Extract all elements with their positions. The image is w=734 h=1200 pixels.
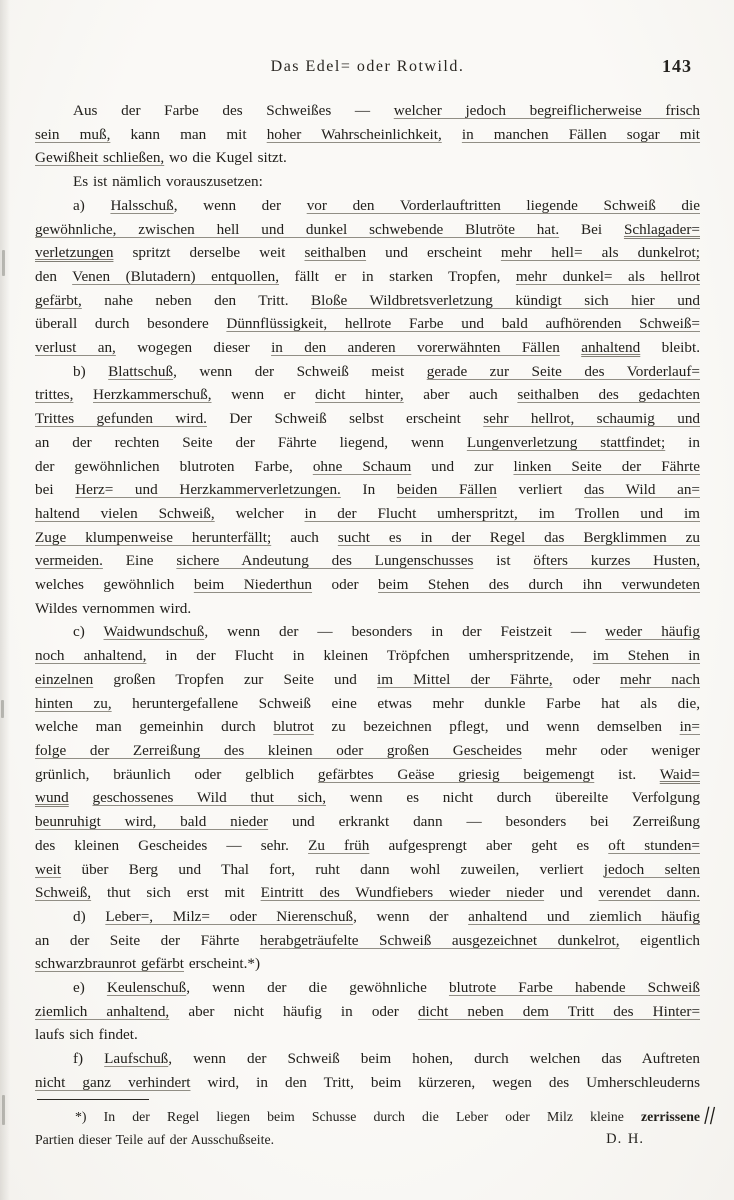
footnote-lines: [35, 1105, 700, 1151]
underlined-text: Dünnflüssigkeit, hellrote Farbe und bald aufhörenden Schweiß=: [226, 315, 700, 333]
text-segment: und: [544, 884, 599, 902]
underlined-text: verendet dann.: [598, 884, 700, 902]
underlined-text: öfters kurzes Husten,: [533, 552, 701, 570]
text-line: [35, 905, 700, 929]
text-line: [35, 478, 700, 502]
text-segment: welches gewöhnlich: [35, 576, 194, 594]
text-segment: wogegen dieser: [115, 339, 272, 357]
underlined-text: mehr dunkel= als hellrot: [515, 267, 700, 285]
text-segment: grünlich, bräunlich oder gelblich: [35, 765, 318, 783]
underlined-text: einzelnen: [35, 670, 94, 688]
text-segment: , wenn der — besonders in der Feistzeit —: [204, 623, 606, 641]
underlined-text: in=: [679, 718, 700, 736]
text-segment: Wildes vernommen wird.: [35, 599, 192, 617]
text-line: [35, 834, 700, 858]
underlined-text: beiden Fällen: [396, 481, 497, 499]
text-line: [35, 692, 700, 716]
text-segment: bleibt.: [640, 339, 701, 357]
text-line: [35, 1047, 700, 1071]
running-header-title: Das Edel= oder Rotwild.: [270, 58, 465, 75]
underlined-text: Bloße Wildbretsverletzung kündigt sich hier und: [311, 291, 700, 309]
underlined-text: oft stunden=: [608, 836, 700, 854]
text-segment: mehr oder weniger: [521, 741, 700, 759]
underlined-text: gefärbt,: [35, 291, 82, 309]
text-line: [35, 289, 700, 313]
text-line: [35, 194, 700, 218]
text-segment: großen Tropfen zur Seite und: [93, 670, 377, 688]
text-line: [35, 1105, 700, 1128]
underlined-text: sucht es in der Regel das Bergklimmen zu: [337, 528, 700, 546]
underlined-text: dicht hinter,: [315, 386, 404, 404]
text-line: [35, 1000, 700, 1024]
text-segment: thut sich erst mit: [91, 884, 261, 902]
underlined-text: weit: [35, 860, 62, 878]
underlined-text: im Stehen in: [592, 647, 701, 665]
underlined-text: in manchen Fällen sogar mit: [461, 125, 701, 143]
underlined-text: anhaltend und ziemlich häufig: [468, 907, 701, 925]
underlined-text: Herz= und Herzkammerverletzungen.: [75, 481, 341, 499]
text-segment: a): [73, 196, 111, 214]
text-segment: , wenn der: [173, 196, 307, 214]
underlined-text: beim Stehen des durch ihn verwundeten: [378, 576, 700, 594]
text-line: [35, 312, 700, 336]
bold-text: zerrissene: [641, 1109, 700, 1124]
text-segment: eigentlich: [619, 931, 700, 949]
double-underlined-text: wund: [35, 789, 69, 807]
underlined-text: beim Niederthun: [193, 576, 313, 594]
text-segment: und erscheint: [366, 244, 501, 262]
underlined-text: geschossenes Wild thut sich,: [92, 789, 326, 807]
text-segment: laufs sich findet.: [35, 1026, 138, 1044]
text-segment: aber nicht häufig in oder: [169, 1002, 418, 1020]
underlined-text: Herzkammerschuß,: [93, 386, 212, 404]
text-segment: verliert: [496, 481, 585, 499]
text-segment: aufgesprengt aber geht es: [369, 836, 609, 854]
scan-edge-artifact: [2, 1095, 5, 1125]
text-line: [35, 526, 700, 550]
text-segment: welcher: [214, 504, 305, 522]
text-segment: in der Flucht in kleinen Tröpfchen umherspritzende,: [146, 647, 593, 665]
text-line: [35, 383, 700, 407]
text-line: [35, 1071, 700, 1095]
underlined-text: hoher Wahrscheinlichkeit,: [266, 125, 442, 143]
text-segment: heruntergefallene Schweiß eine etwas mehr dunkle Farbe hat als die,: [111, 694, 701, 712]
double-underlined-text: verletzungen: [35, 244, 114, 262]
text-segment: wird, in den Tritt, beim kürzeren, wegen des Umherschleuderns: [190, 1073, 700, 1091]
text-line: [35, 146, 700, 170]
underlined-text: vermeiden.: [35, 552, 103, 570]
text-segment: auch: [271, 528, 338, 546]
footnote-divider: [37, 1099, 149, 1100]
text-segment: ist.: [594, 765, 660, 783]
text-line: [35, 170, 700, 194]
text-line: [35, 265, 700, 289]
footnote: [35, 1096, 719, 1151]
text-line: [35, 763, 700, 787]
underlined-text: Venen (Blutadern) entquollen,: [72, 267, 280, 285]
underlined-text: folge der Zerreißung des kleinen oder großen Gescheides: [35, 741, 522, 759]
text-line: [35, 218, 700, 242]
underlined-text: weder häufig: [605, 623, 700, 641]
text-line: [35, 976, 700, 1000]
underlined-text: noch anhaltend,: [35, 647, 147, 665]
text-segment: und zur: [411, 457, 514, 475]
underlined-text: welcher jedoch begreiflicherweise frisch: [393, 102, 700, 119]
text-segment: f): [73, 1050, 105, 1068]
text-segment: welche man gemeinhin durch: [35, 718, 274, 736]
text-segment: , wenn der die gewöhnliche: [186, 979, 449, 997]
text-segment: , wenn der Schweiß beim hohen, durch welchen das Auftreten: [168, 1050, 700, 1068]
underlined-text: herabgeträufelte Schweiß ausgezeichnet dunkelrot,: [259, 931, 620, 949]
text-segment: des kleinen Gescheides — sehr.: [35, 836, 309, 854]
text-segment: überall durch besondere: [35, 315, 227, 333]
text-segment: Es ist nämlich vorauszusetzen:: [73, 173, 263, 191]
text-segment: [560, 339, 581, 356]
text-line: [35, 502, 700, 526]
underlined-text: sichere Andeutung des Lungenschusses: [176, 552, 474, 570]
underlined-text: das Wild an=: [584, 481, 700, 499]
text-line: [35, 881, 700, 905]
text-line: [35, 597, 700, 621]
text-segment: aber auch: [403, 386, 518, 404]
underlined-text: trittes,: [35, 386, 74, 404]
text-segment: an der Seite der Fährte: [35, 931, 260, 949]
text-line: [35, 858, 700, 882]
ink-mark: ||: [702, 1103, 719, 1126]
text-line: [35, 644, 700, 668]
underlined-text: blutrot: [273, 718, 314, 736]
underlined-text: haltend vielen Schweiß,: [35, 504, 215, 522]
underlined-text: Gewißheit schließen,: [35, 149, 165, 167]
underlined-text: Laufschuß: [104, 1050, 169, 1068]
underlined-text: beunruhigt wird, bald nieder: [35, 813, 269, 831]
underlined-text: ohne Schaum: [312, 457, 412, 475]
text-segment: erscheint.*): [184, 955, 261, 973]
text-line: [35, 431, 700, 455]
text-segment: oder: [312, 576, 379, 594]
text-segment: Eine: [102, 552, 177, 570]
text-segment: spritzt derselbe weit: [113, 244, 305, 262]
underlined-text: Waidwundschuß: [103, 623, 205, 641]
underlined-text: gefärbtes Geäse griesig beigemengt: [317, 765, 595, 783]
underlined-text: seithalben des gedachten: [517, 386, 700, 404]
scan-edge-artifact: [1, 700, 4, 718]
text-segment: den: [35, 267, 73, 285]
underlined-text: verlust an,: [35, 339, 116, 357]
text-segment: in: [665, 433, 700, 451]
text-segment: fällt er in starken Tropfen,: [279, 267, 516, 285]
text-line: [35, 455, 700, 479]
running-header: [35, 58, 700, 84]
text-line: [35, 929, 700, 953]
text-line: [35, 407, 700, 431]
underlined-text: schwarzbraunrot gefärbt: [35, 955, 185, 973]
text-line: [35, 739, 700, 763]
text-line: [35, 786, 700, 810]
text-line: [35, 810, 700, 834]
underlined-text: im Mittel der Fährte,: [376, 670, 553, 688]
underlined-text: mehr nach: [619, 670, 700, 688]
text-segment: bei: [35, 481, 76, 499]
underlined-text: Leber=, Milz= oder Nierenschuß: [105, 907, 354, 925]
text-segment: Partien dieser Teile auf der Ausschußseite.: [35, 1132, 275, 1147]
text-segment: Aus der Farbe des Schweißes —: [73, 102, 394, 119]
text-line: [35, 241, 700, 265]
text-segment: oder: [552, 670, 620, 688]
underlined-text: sein muß,: [35, 125, 111, 143]
underlined-text: seithalben: [304, 244, 367, 262]
text-segment: *) In der Regel liegen beim Schusse durch die Leber oder Milz kleine: [75, 1109, 641, 1124]
text-segment: ist: [473, 552, 534, 570]
underlined-text: Zuge klumpenweise herunterfällt;: [35, 528, 272, 546]
text-segment: [442, 126, 462, 143]
underlined-text: Blattschuß: [108, 362, 174, 380]
underlined-text: linken Seite der Fährte: [513, 457, 700, 475]
text-segment: , wenn der: [353, 907, 469, 925]
underlined-text: vor den Vorderlauftritten liegende Schweiß die: [306, 196, 700, 214]
text-segment: an der rechten Seite der Fährte liegend, wenn: [35, 433, 467, 451]
underlined-text: in den anderen vorerwähnten Fällen: [271, 339, 560, 357]
text-segment: e): [73, 979, 107, 997]
text-line: [35, 99, 700, 123]
underlined-text: Keulenschuß: [106, 979, 187, 997]
text-line: [35, 668, 700, 692]
underlined-text: Schweiß,: [35, 884, 92, 902]
double-underlined-text: Schlagader=: [623, 220, 700, 238]
text-segment: [69, 789, 93, 806]
underlined-text: nicht ganz verhindert: [35, 1073, 191, 1091]
text-segment: wenn es nicht durch übereilte Verfolgung: [326, 789, 700, 807]
underlined-text: Zu früh: [308, 836, 370, 854]
text-line: [35, 1128, 700, 1151]
underlined-text: dicht neben dem Tritt des Hinter=: [417, 1002, 701, 1020]
text-segment: In: [340, 481, 397, 499]
text-line: [35, 123, 700, 147]
double-underlined-text: Waid=: [659, 765, 700, 783]
text-segment: der gewöhnlichen blutroten Farbe,: [35, 457, 313, 475]
underlined-text: Eintritt des Wundfiebers wieder nieder: [260, 884, 545, 902]
underlined-text: Lungenverletzung stattfindet;: [466, 433, 666, 451]
text-line: [35, 715, 700, 739]
underlined-text: jedoch selten: [603, 860, 700, 878]
underlined-text: Halsschuß: [110, 196, 174, 214]
underlined-text: sehr hellrot, schaumig und: [483, 410, 701, 428]
underlined-text: gerade zur Seite des Vorderlauf=: [426, 362, 701, 380]
text-segment: über Berg und Thal fort, ruht dann wohl zuweilen, verliert: [61, 860, 604, 878]
text-line: [35, 360, 700, 384]
text-segment: nahe neben den Tritt.: [81, 291, 311, 309]
underlined-text: gewöhnliche, zwischen hell und dunkel schwebende Blutröte hat.: [35, 220, 560, 238]
text-segment: c): [73, 623, 104, 641]
text-segment: wenn er: [211, 386, 316, 404]
text-line: [35, 1023, 700, 1047]
text-segment: kann man mit: [110, 125, 267, 143]
scan-edge-artifact: [2, 250, 5, 276]
text-segment: zu bezeichnen pflegt, und wenn demselben: [313, 718, 680, 736]
text-segment: und erkrankt dann — besonders bei Zerreißung: [268, 813, 700, 831]
text-line: [35, 549, 700, 573]
page-number: 143: [662, 56, 692, 76]
text-line: [35, 573, 700, 597]
text-segment: d): [73, 907, 106, 925]
footnote-signature: D. H.: [606, 1131, 644, 1147]
text-segment: Bei: [559, 220, 624, 238]
text-segment: wo die Kugel sitzt.: [164, 149, 287, 167]
underlined-text: blutrote Farbe habende Schweiß: [448, 979, 700, 997]
text-block: [35, 99, 700, 1095]
text-segment: b): [73, 362, 109, 380]
text-segment: [73, 386, 93, 403]
text-line: [35, 336, 700, 360]
underlined-text: ziemlich anhaltend,: [35, 1002, 170, 1020]
underlined-text: Trittes gefunden wird.: [35, 410, 207, 428]
underlined-text: in der Flucht umherspritzt, im Trollen und im: [304, 504, 700, 522]
underlined-text: mehr hell= als dunkelrot;: [500, 244, 700, 262]
text-line: [35, 620, 700, 644]
text-segment: , wenn der Schweiß meist: [173, 362, 427, 380]
text-line: [35, 952, 700, 976]
underlined-text: hinten zu,: [35, 694, 112, 712]
double-underlined-text: anhaltend: [581, 339, 641, 357]
text-segment: Der Schweiß selbst erscheint: [206, 410, 484, 428]
